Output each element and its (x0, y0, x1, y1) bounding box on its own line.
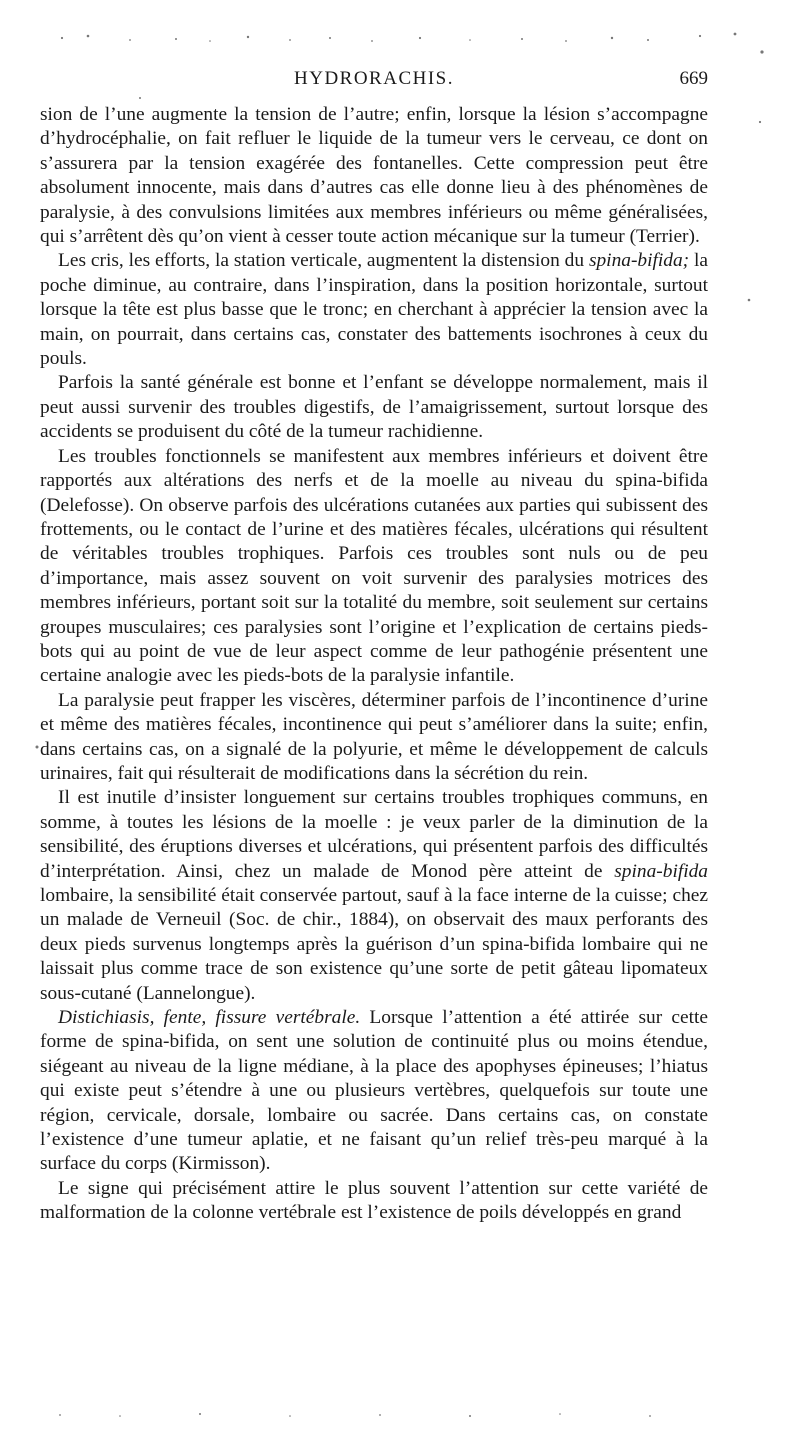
speck (129, 39, 131, 41)
paragraph (40, 103, 708, 249)
speck (759, 121, 761, 123)
speck (611, 37, 613, 39)
speck (760, 50, 763, 53)
speck (565, 40, 567, 42)
speck (175, 38, 177, 40)
speck (699, 35, 701, 37)
speck (199, 1413, 201, 1415)
speck (379, 1414, 381, 1416)
speck (119, 1415, 121, 1417)
speck (371, 40, 373, 42)
paragraph (40, 371, 708, 444)
speck (559, 1413, 561, 1415)
body-text (40, 103, 708, 1226)
text-run: Les cris, les efforts, la station verticale, augmentent la distension du (58, 250, 589, 272)
text-run: sion de l’une augmente la tension de l’autre; enfin, lorsque la lésion s’accompagne d’hydrocéphalie, on fait refluer le liquide de la tumeur vers le cerveau, ce dont on s’assurera par la tension exagérée des fontanelles. Cette compression peut être absolument innocente, mais dans d’autres cas elle donne lieu à des phénomènes de paralysie, à des convulsions limitées aux membres inférieurs ou même généralisées, qui s’arrêtent dès qu’on vient à cesser toute action mécanique sur la tumeur (Terrier). (40, 104, 708, 248)
speck (59, 1414, 61, 1416)
speck (87, 35, 90, 38)
page-number: 669 (679, 68, 708, 89)
italic-term: spina-bifida (614, 860, 708, 882)
paragraph (40, 249, 708, 371)
paragraph (40, 445, 708, 689)
text-run: Il est inutile d’insister longuement sur certains troubles trophiques communs, en somme, à toutes les lésions de la moelle : je veux parler de la diminution de la sensibilité, des éruptions diverses et ulcérations, qui présentent parfois des difficultés d’interprétation. Ainsi, chez un malade de Monod père atteint de (40, 787, 708, 882)
text-run: Le signe qui précisément attire le plus souvent l’attention sur cette variété de malformation de la colonne vertébrale est l’existence de poils développés en grand (40, 1177, 708, 1224)
speck (469, 39, 471, 41)
speck (247, 36, 249, 38)
speck (329, 37, 331, 39)
speck (419, 37, 421, 39)
paragraph (40, 786, 708, 1006)
text-run: la poche diminue, au contraire, dans l’inspiration, dans la position horizontale, surtout lorsque la tête est plus basse que le tronc; en cherchant à apprécier la tension avec la main, on pourrait, dans certains cas, constater des battements isochrones à ceux du pouls. (40, 250, 708, 370)
speck (289, 39, 291, 41)
speck (748, 299, 751, 302)
speck (289, 1415, 291, 1417)
speck (469, 1415, 471, 1417)
page-header (40, 68, 708, 100)
italic-term: spina-bifida; (588, 250, 690, 272)
text-run: La paralysie peut frapper les viscères, déterminer parfois de l’incontinence d’urine et même des matières fécales, incontinence qui peut s’améliorer dans la suite; enfin, dans certains cas, on a signalé de la polyurie, et même le développement de calculs urinaires, fait qui résulterait de modifications dans la sécrétion du rein. (40, 689, 708, 784)
speck (734, 33, 737, 36)
paragraph (40, 1177, 708, 1226)
speck (36, 746, 39, 749)
text-run: Lorsque l’attention a été attirée sur cette forme de spina-bifida, on sent une solution de continuité plus ou moins étendue, siégeant au niveau de la ligne médiane, à la place des apophyses épineuses; l’hiatus qui existe peut s’étendre à une ou plusieurs vertèbres, quelquefois sur toute une région, cervicale, dorsale, lombaire ou sacrée. Dans certains cas, on constate l’existence d’une tumeur aplatie, et ne faisant qu’un relief très-peu marqué à la surface du corps (Kirmisson). (40, 1007, 708, 1175)
paragraph (40, 1006, 708, 1177)
speck (521, 38, 523, 40)
section-heading-italic: Distichiasis, fente, fissure vertébrale. (58, 1007, 361, 1029)
text-run: Les troubles fonctionnels se manifestent aux membres inférieurs et doivent être rapportés aux altérations des nerfs et de la moelle au niveau du spina-bifida (Delefosse). On observe parfois des ulcérations cutanées aux parties qui subissent des frottements, ou le contact de l’urine et des matières fécales, ulcérations qui résultent de véritables troubles trophiques. Parfois ces troubles sont nuls ou de peu d’importance, mais assez souvent on voit survenir des paralysies motrices des membres inférieurs, portant soit sur la totalité du membre, soit seulement sur certains groupes musculaires; ces paralysies sont l’origine et l’explication de certains pieds-bots qui au point de vue de leur aspect comme de leur pathogénie présentent une certaine analogie avec les pieds-bots de la paralysie infantile. (40, 445, 708, 687)
paragraph (40, 689, 708, 787)
speck (649, 1415, 651, 1417)
text-run: lombaire, la sensibilité était conservée partout, sauf à la face interne de la cuisse; chez un malade de Verneuil (Soc. de chir., 1884), on observait des maux perforants des deux pieds survenus longtemps après la guérison d’un spina-bifida lombaire qui ne laissait plus comme trace de son existence qu’une sorte de petit gâteau lipomateux sous-cutané (Lannelongue). (40, 885, 708, 1004)
speck (647, 39, 649, 41)
text-run: Parfois la santé générale est bonne et l’enfant se développe normalement, mais il peut aussi survenir des troubles digestifs, de l’amaigrissement, surtout lorsque des accidents se produisent du côté de la tumeur rachidienne. (40, 372, 708, 443)
speck (209, 40, 211, 42)
running-title: HYDRORACHIS. (294, 68, 454, 89)
speck (61, 37, 63, 39)
